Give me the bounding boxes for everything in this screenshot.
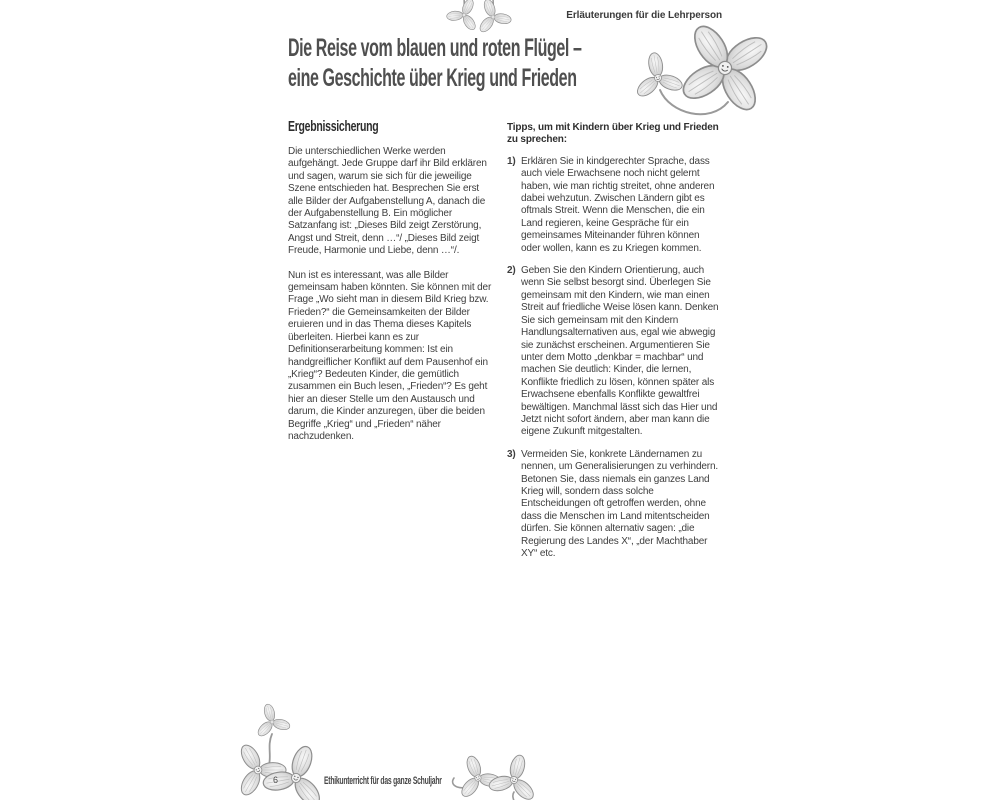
right-column <box>507 122 719 570</box>
footer-title: Ethikunterricht für das ganze Schuljahr <box>324 775 442 787</box>
tip-text: Vermeiden Sie, konkrete Ländernamen zu nennen, um Generalisierungen zu verhindern. Betonen Sie, dass niemals ein ganzes Land Krieg will, sondern dass solche Entscheidungen oft getroffen werden, ohne dass die Menschen im Land mitentscheiden dürfen. Sie können alternativ sagen: „die Regierung des Landes X“, „der Machthaber XY“ etc. <box>521 448 719 559</box>
tips-heading: Tipps, um mit Kindern über Krieg und Frieden zu sprechen: <box>507 122 719 146</box>
paragraph: Die unterschiedlichen Werke werden aufgehängt. Jede Gruppe darf ihr Bild erklären und sagen, warum sie sich für die jeweilige Szene entschieden hat. Besprechen Sie erst alle Bilder der Aufgabenstellung A, danach die der Aufgabenstellung B. Ein möglicher Satzanfang ist: „Dieses Bild zeigt Zerstörung, Angst und Streit, denn …“/ „Dieses Bild zeigt Freude, Harmonie und Liebe, denn …“/. <box>288 146 487 257</box>
tip-item <box>507 156 719 255</box>
tip-number: 1) <box>507 155 516 167</box>
tip-item <box>507 449 719 561</box>
left-column <box>288 118 496 455</box>
page-number: 6 <box>273 775 279 785</box>
tip-text: Erklären Sie in kindgerechter Sprache, dass auch viele Erwachsene noch nicht gelernt haben, wie man richtig streitet, ohne anderen dabei wehzutun. Zwischen Ländern gibt es oftmals Streit. Wenn die Menschen, die ein Land regieren, keine Gespräche für ein gemeinsames Miteinander führen können oder wollen, kann es zu Kriegen kommen. <box>521 155 715 254</box>
paragraph: Nun ist es interessant, was alle Bilder gemeinsam haben könnten. Sie können mit der Frage „Wo sieht man in diesem Bild Krieg bzw. Frieden?“ die Gemeinsamkeiten der Bilder eruieren und in das Thema dieses Kapitels überleiten. Hierbei kann es zur Definitionserarbeitung kommen: Ist ein handgreiflicher Konflikt auf dem Pausenhof ein „Krieg“? Bedeuten Kinder, die gemütlich zusammen ein Buch lesen, „Frieden“? Es geht hier an dieser Stelle um den Austausch und darum, die Kinder anzuregen, über die beiden Begriffe „Krieg“ und „Frieden“ näher nachzudenken. <box>288 269 492 442</box>
tip-item <box>507 265 719 439</box>
flower-illustration-bottom-left <box>226 698 338 800</box>
page-title-line-2: eine Geschichte über Krieg und Frieden <box>288 64 577 92</box>
tip-text: Geben Sie den Kindern Orientierung, auch wenn Sie selbst besorgt sind. Überlegen Sie gemeinsam mit den Kindern, wie man einen Streit auf friedliche Weise lösen kann. Denken Sie sich gemeinsam mit den Kindern Handlungsalternativen aus, egal wie abwegig sie zunächst erscheinen. Argumentieren Sie unter dem Motto „denkbar = machbar“ und machen Sie deutlich: Kinder, die lernen, Konflikte friedlich zu lösen, können später als Erwachsene ebenfalls Konflikte gewaltfrei bewältigen. Manchmal lässt sich das Hier und Jetzt nicht sofort ändern, aber man kann die eigene Zukunft mitgestalten. <box>521 265 719 438</box>
flower-illustration-bottom-right <box>446 752 538 800</box>
tip-number: 2) <box>507 265 516 277</box>
page-title-line-1: Die Reise vom blauen und roten Flügel – <box>288 34 582 62</box>
flower-illustration-top-right <box>612 10 769 126</box>
tip-number: 3) <box>507 448 516 460</box>
page-title <box>288 33 582 93</box>
flower-illustration-top-center <box>444 0 514 36</box>
header-label: Erläuterungen für die Lehrperson <box>566 10 722 21</box>
section-heading-ergebnissicherung: Ergebnissicherung <box>288 118 379 135</box>
